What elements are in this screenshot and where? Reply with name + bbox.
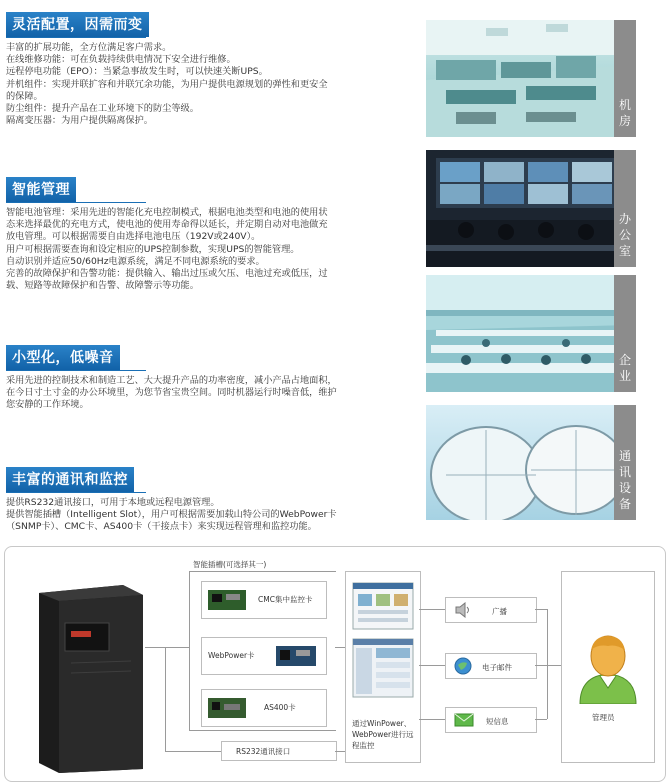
webpower-card-slot [201, 637, 327, 675]
section-heading: 小型化，低噪音 [6, 345, 120, 370]
body-line: 态来选择最优的充电方式，使电池的使用寿命得以延长，并定期自动对电池做充 [6, 219, 328, 231]
section-heading: 丰富的通讯和监控 [6, 467, 134, 492]
software-caption-line: 程监控 [352, 741, 375, 750]
monitoring-diagram [4, 546, 666, 782]
communication-label-bar [614, 405, 636, 520]
slot-title: 智能插槽(可选择其一) [193, 560, 267, 569]
body-line: 丰富的扩展功能，全方位满足客户需求。 [6, 42, 172, 53]
office-label: 办公室 [618, 212, 631, 258]
as400-card-label: AS400卡 [264, 703, 296, 712]
office-label-bar [614, 150, 636, 267]
body-line: 提供智能插槽（Intelligent Slot），用户可根据需要加载山特公司的WebPower卡 [6, 509, 337, 521]
sms-label: 短信息 [486, 717, 509, 726]
server-room-photo [426, 20, 632, 137]
body-line: 并机组件：实现并联扩容和并联冗余功能，为用户提供电源规划的弹性和更安全 [6, 78, 328, 90]
as400-card-slot [201, 689, 327, 727]
email-globe-icon [454, 657, 472, 675]
email-channel [445, 653, 537, 679]
section-smart-management [6, 177, 406, 292]
body-line: 载、短路等故障保护和告警、故障警示等功能。 [6, 280, 199, 292]
ups-cabinet-icon [31, 583, 149, 773]
section-flexible-config [6, 12, 406, 127]
admin-label: 管理员 [592, 713, 615, 722]
server-room-label-bar [614, 20, 636, 137]
body-line: （SNMP卡）、CMC卡、AS400卡（干接点卡）来实现远程管理和监控功能。 [6, 521, 317, 533]
cmc-card-slot [201, 581, 327, 619]
body-line: 防尘组件：提升产品在工业环境下的防尘等级。 [6, 103, 199, 115]
software-caption-line: WebPower进行远 [352, 730, 414, 739]
email-label: 电子邮件 [482, 663, 512, 672]
body-line: 放电管理。可以根据需要自由选择电池电压（192V或240V）。 [6, 231, 261, 243]
software-box [345, 571, 421, 763]
body-line: 采用先进的控制技术和制造工艺、大大提升产品的功率密度，减小产品占地面积， [6, 375, 337, 386]
sms-channel [445, 707, 537, 733]
cmc-card-icon [206, 586, 250, 614]
enterprise-photo [426, 275, 632, 392]
body-line: 您安静的工作环境。 [6, 399, 89, 411]
software-screenshot-icon [352, 582, 414, 630]
as400-card-icon [206, 694, 250, 722]
speaker-icon [454, 602, 472, 618]
communication-photo [426, 405, 632, 520]
body-line: 远程停电功能（EPO）：当紧急事故发生时，可以快速关断UPS。 [6, 66, 268, 78]
section-compact-quiet [6, 345, 406, 412]
enterprise-label-bar [614, 275, 636, 392]
envelope-icon [454, 713, 474, 727]
body-line: 在今日寸土寸金的办公环境里，为您节省宝贵空间。同时机器运行时噪音低，维护 [6, 387, 337, 399]
broadcast-channel [445, 597, 537, 623]
office-photo [426, 150, 632, 267]
admin-avatar-icon [574, 632, 642, 704]
body-line: 在线维修功能：可在负载持续供电情况下安全进行维修。 [6, 54, 236, 66]
rs232-label: RS232通讯接口 [236, 747, 291, 756]
body-line: 智能电池管理：采用先进的智能化充电控制模式，根据电池类型和电池的使用状 [6, 207, 328, 218]
webpower-card-icon [274, 642, 320, 670]
cmc-card-label: CMC集中监控卡 [258, 595, 313, 604]
body-line: 的保障。 [6, 90, 43, 102]
body-line: 提供RS232通讯接口，可用于本地或远程电源管理。 [6, 497, 220, 508]
body-line: 完善的故障保护和告警功能：提供输入、输出过压或欠压、电池过充或低压，过 [6, 268, 328, 280]
enterprise-label: 企业 [618, 353, 631, 383]
software-caption-line: 通过WinPower、 [352, 719, 412, 728]
body-line: 隔离变压器：为用户提供隔离保护。 [6, 115, 153, 127]
body-line: 自动识别并适应50/60Hz电源系统，满足不同电源系统的要求。 [6, 255, 265, 267]
communication-label: 通讯设备 [618, 449, 631, 511]
broadcast-label: 广播 [492, 607, 507, 616]
section-communication [6, 467, 406, 534]
section-heading: 灵活配置，因需而变 [6, 12, 149, 37]
section-heading: 智能管理 [6, 177, 76, 202]
webpower-card-label: WebPower卡 [208, 651, 255, 660]
rs232-box [221, 741, 337, 761]
software-monitor-icon [352, 638, 414, 698]
server-room-label: 机房 [618, 98, 631, 128]
body-line: 用户可根据需要查询和设定相应的UPS控制参数，实现UPS的智能管理。 [6, 243, 300, 255]
admin-box [561, 571, 655, 763]
